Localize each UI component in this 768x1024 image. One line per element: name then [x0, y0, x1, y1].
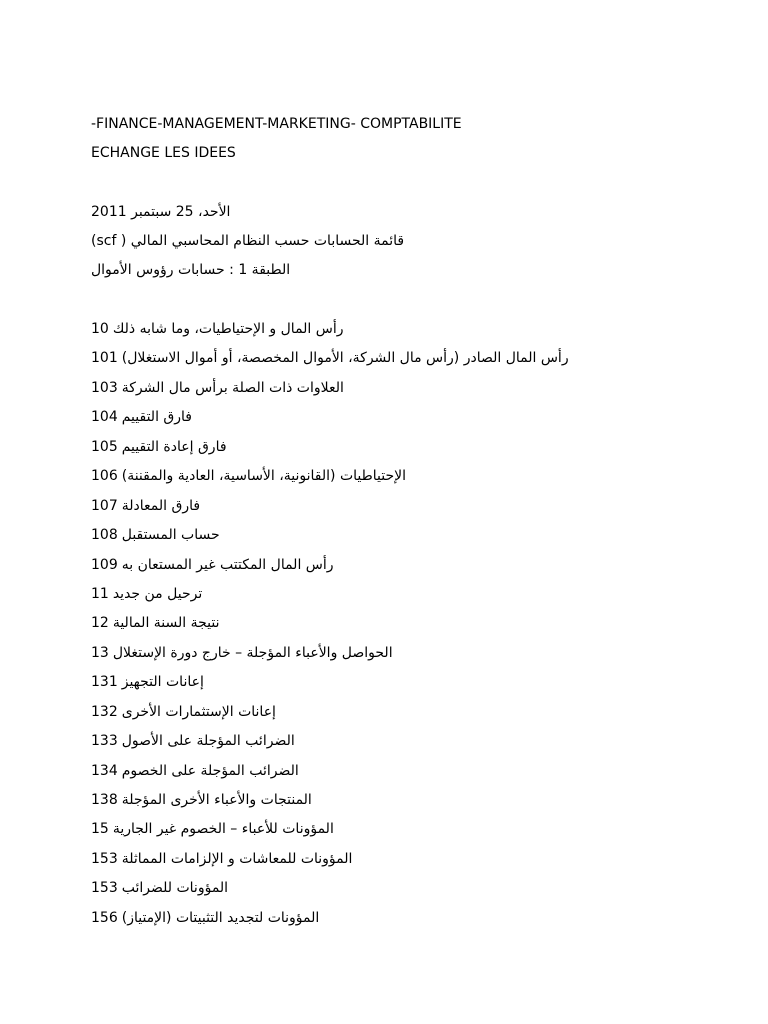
account-entry — [91, 879, 228, 897]
account-code: 15 — [91, 821, 109, 837]
account-entry — [91, 526, 220, 544]
account-code: 104 — [91, 409, 118, 425]
account-entry — [91, 909, 319, 927]
account-label: رأس المال الصادر (رأس مال الشركة، الأموال المخصصة، أو أموال الاستغلال) — [121, 350, 569, 366]
account-code: 131 — [91, 674, 118, 690]
account-code: 106 — [91, 468, 118, 484]
account-code: 108 — [91, 527, 118, 543]
account-label: فارق إعادة التقييم — [121, 439, 227, 455]
account-label: الضرائب المؤجلة على الأصول — [121, 733, 295, 749]
account-entry — [91, 791, 312, 809]
account-entry — [91, 644, 393, 662]
account-entry — [91, 438, 227, 456]
account-code: 101 — [91, 350, 118, 366]
account-label: ترحيل من جديد — [112, 586, 203, 602]
account-label: المؤونات لتجديد التثبيتات (الإمتياز) — [121, 910, 320, 926]
account-label: إعانات الإستثمارات الأخرى — [121, 704, 276, 720]
account-code: 138 — [91, 792, 118, 808]
account-label: فارق المعادلة — [121, 498, 201, 514]
account-entry — [91, 762, 299, 780]
account-entry — [91, 850, 352, 868]
blog-header-subtitle: ECHANGE LES IDEES — [91, 145, 236, 161]
post-date: الأحد، 25 سبتمبر 2011 — [91, 204, 231, 220]
account-label: نتيجة السنة المالية — [112, 615, 220, 631]
account-entry — [91, 320, 344, 338]
account-code: 133 — [91, 733, 118, 749]
account-code: 11 — [91, 586, 109, 602]
account-label: المؤونات للمعاشات و الإلزامات المماثلة — [121, 851, 353, 867]
account-label: المؤونات للأعباء – الخصوم غير الجارية — [112, 821, 334, 837]
account-code: 153 — [91, 880, 118, 896]
account-entry — [91, 497, 200, 515]
account-label: حساب المستقبل — [121, 527, 220, 543]
account-code: 10 — [91, 321, 109, 337]
account-code: 156 — [91, 910, 118, 926]
account-label: المؤونات للضرائب — [121, 880, 229, 896]
account-code: 107 — [91, 498, 118, 514]
account-code: 105 — [91, 439, 118, 455]
account-label: المنتجات والأعباء الأخرى المؤجلة — [121, 792, 312, 808]
account-entry — [91, 556, 334, 574]
account-code: 109 — [91, 557, 118, 573]
account-code: 103 — [91, 380, 118, 396]
account-entry — [91, 820, 334, 838]
account-entry — [91, 703, 276, 721]
account-entry — [91, 585, 202, 603]
account-label: الإحتياطيات (القانونية، الأساسية، العادية والمقننة) — [121, 468, 406, 484]
account-entry — [91, 673, 204, 691]
post-title: قائمة الحسابات حسب النظام المحاسبي المالي ( scf) — [91, 233, 405, 249]
blog-header-title: -FINANCE-MANAGEMENT-MARKETING- COMPTABILITE — [91, 116, 462, 132]
account-code: 132 — [91, 704, 118, 720]
account-entry — [91, 614, 220, 632]
account-code: 12 — [91, 615, 109, 631]
account-entry — [91, 379, 344, 397]
account-label: رأس المال و الإحتياطيات، وما شابه ذلك — [112, 321, 344, 337]
account-label: إعانات التجهيز — [121, 674, 204, 690]
account-label: رأس المال المكتتب غير المستعان به — [121, 557, 334, 573]
account-code: 134 — [91, 763, 118, 779]
account-entry — [91, 349, 569, 367]
class-heading: الطبقة 1 : حسابات رؤوس الأموال — [91, 262, 291, 278]
account-entry — [91, 732, 295, 750]
account-code: 13 — [91, 645, 109, 661]
account-label: الضرائب المؤجلة على الخصوم — [121, 763, 299, 779]
account-label: فارق التقييم — [121, 409, 192, 425]
account-entry — [91, 467, 406, 485]
account-code: 153 — [91, 851, 118, 867]
account-label: الحواصل والأعباء المؤجلة – خارج دورة الإستغلال — [112, 645, 393, 661]
account-label: العلاوات ذات الصلة برأس مال الشركة — [121, 380, 344, 396]
account-entry — [91, 408, 192, 426]
